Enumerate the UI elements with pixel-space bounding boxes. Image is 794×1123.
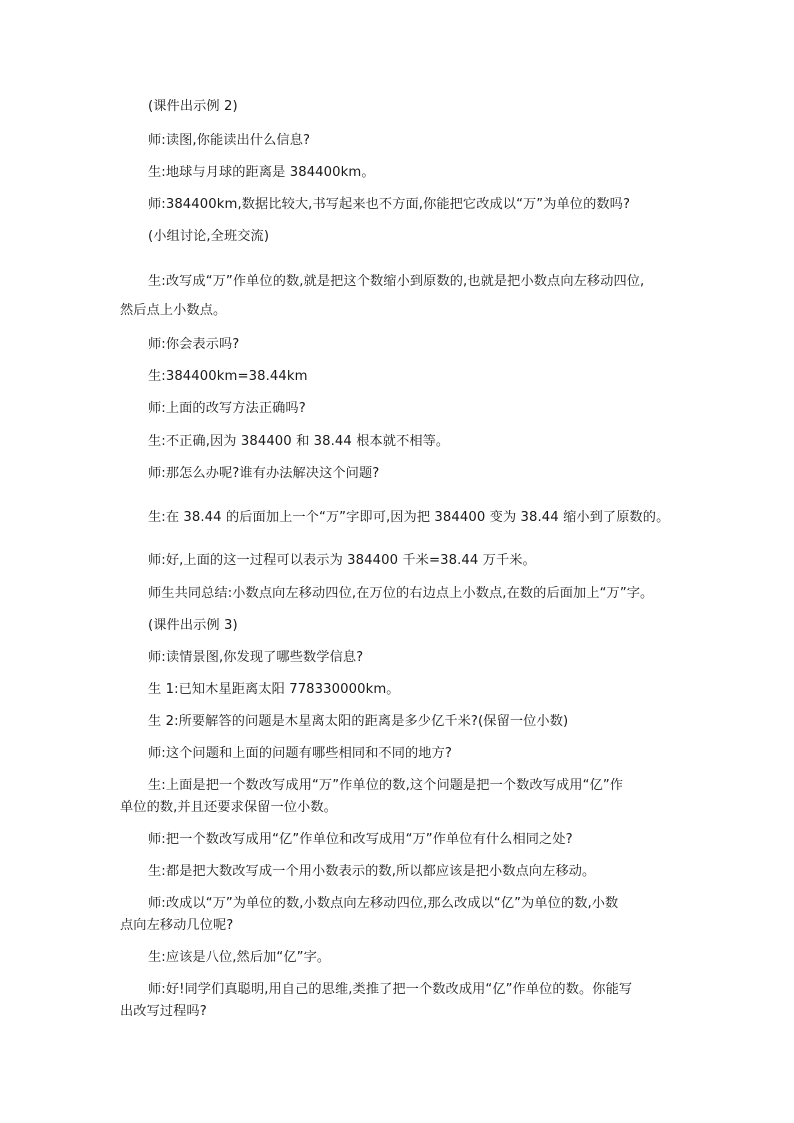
text-line: 然后点上小数点。	[120, 303, 227, 318]
text-line: 生 1:已知木星距离太阳 778330000km。	[148, 682, 400, 697]
text-line: 师:那怎么办呢?谁有办法解决这个问题?	[148, 466, 380, 481]
text-line: 生:改写成“万”作单位的数,就是把这个数缩小到原数的,也就是把小数点向左移动四位,	[148, 274, 645, 289]
text-line: 生:在 38.44 的后面加上一个“万”字即可,因为把 384400 变为 38.44 缩小到了原数的。	[148, 510, 670, 525]
text-line: (课件出示例 2)	[148, 99, 238, 114]
text-line: 师:好!同学们真聪明,用自己的思维,类推了把一个数改成用“亿”作单位的数。你能写	[148, 982, 633, 997]
text-line: 师:好,上面的这一过程可以表示为 384400 千米=38.44 万千米。	[148, 553, 536, 568]
text-line: (小组讨论,全班交流)	[148, 229, 270, 244]
text-line: 生:都是把大数改写成一个用小数表示的数,所以都应该是把小数点向左移动。	[148, 864, 596, 879]
text-line: 出改写过程吗?	[120, 1004, 207, 1019]
text-line: 生:不正确,因为 384400 和 38.44 根本就不相等。	[148, 434, 450, 449]
text-line: 生:地球与月球的距离是 384400km。	[148, 165, 375, 180]
text-line: 师:384400km,数据比较大,书写起来也不方面,你能把它改成以“万”为单位的数吗?	[148, 197, 631, 212]
text-line: 师:读情景图,你发现了哪些数学信息?	[148, 650, 364, 665]
text-line: 点向左移动几位呢?	[120, 918, 234, 933]
text-line: 单位的数,并且还要求保留一位小数。	[120, 800, 337, 815]
text-line: 师:把一个数改写成用“亿”作单位和改写成用“万”作单位有什么相同之处?	[148, 832, 573, 847]
text-line: 师:上面的改写方法正确吗?	[148, 401, 306, 416]
text-line: 生:上面是把一个数改写成用“万”作单位的数,这个问题是把一个数改写成用“亿”作	[148, 778, 624, 793]
text-line: 生 2:所要解答的问题是木星离太阳的距离是多少亿千米?(保留一位小数)	[148, 714, 569, 729]
text-line: 师:你会表示吗?	[148, 337, 240, 352]
text-line: 师:改成以“万”为单位的数,小数点向左移动四位,那么改成以“亿”为单位的数,小数	[148, 896, 619, 911]
text-line: 师生共同总结:小数点向左移动四位,在万位的右边点上小数点,在数的后面加上“万”字。	[148, 586, 654, 601]
text-line: 生:384400km=38.44km	[148, 369, 308, 384]
text-line: 师:这个问题和上面的问题有哪些相同和不同的地方?	[148, 746, 452, 761]
text-line: 师:读图,你能读出什么信息?	[148, 133, 311, 148]
text-line: (课件出示例 3)	[148, 618, 238, 633]
text-line: 生:应该是八位,然后加“亿”字。	[148, 950, 331, 965]
